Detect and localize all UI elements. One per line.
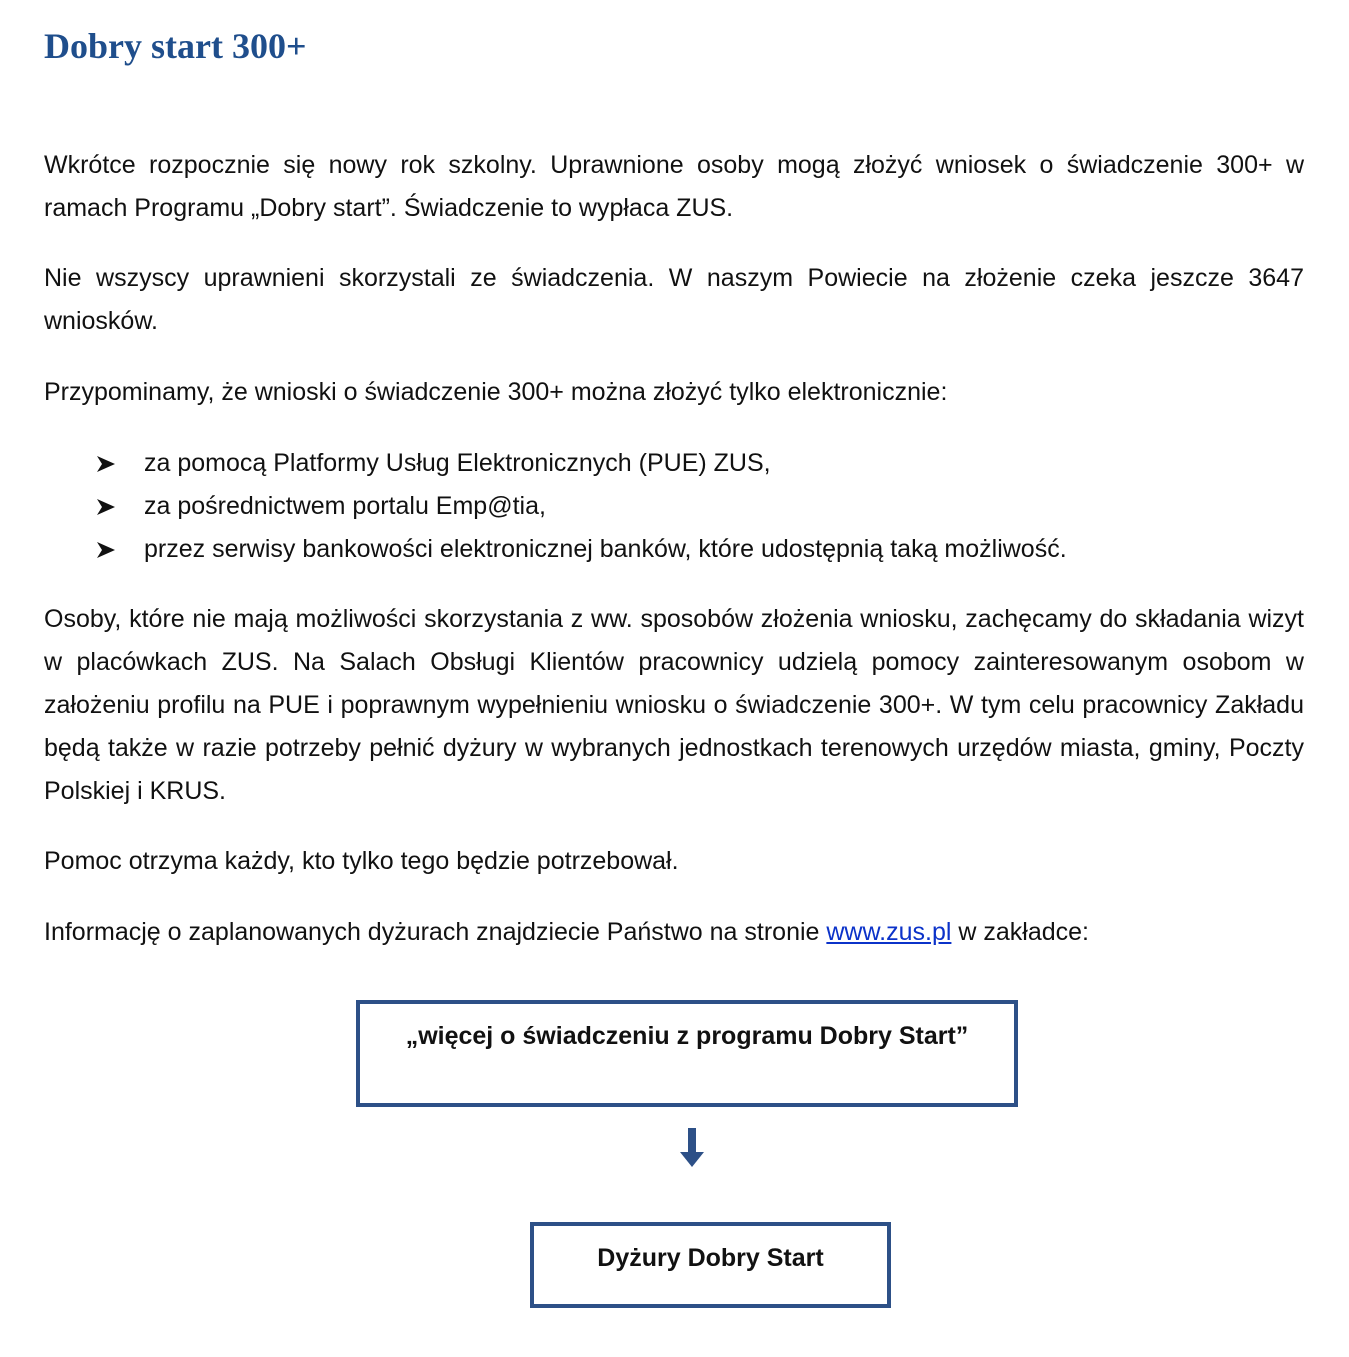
list-item bbox=[44, 442, 1304, 485]
paragraph-info bbox=[44, 911, 1304, 954]
paragraph-assistance: Osoby, które nie mają możliwości skorzystania z ww. sposobów złożenia wniosku, zachęcamy do składania wizyt w placówkach ZUS. Na Salach Obsługi Klientów pracownicy udzielą pomocy zainteresowanym osobom w założeniu profilu na PUE i poprawnym wypełnieniu wniosku o świadczenie 300+. W tym celu pracownicy Zakładu będą także w razie potrzeby pełnić dyżury w wybranych jednostkach terenowych urzędów miasta, gminy, Poczty Polskiej i KRUS. bbox=[44, 605, 1304, 805]
arrowhead-bullet-icon bbox=[96, 541, 116, 559]
zus-website-link[interactable]: www.zus.pl bbox=[826, 918, 952, 946]
submission-methods-list bbox=[44, 442, 1304, 571]
arrowhead-bullet-icon bbox=[96, 498, 116, 516]
list-item bbox=[44, 485, 1304, 528]
list-item-text: przez serwisy bankowości elektronicznej banków, które udostępnią taką możliwość. bbox=[144, 535, 1067, 563]
flow-box-more-info: „więcej o świadczeniu z programu Dobry Start” bbox=[356, 1000, 1018, 1107]
arrowhead-bullet-icon bbox=[96, 455, 116, 473]
down-arrow-icon bbox=[678, 1128, 706, 1168]
paragraph-intro: Wkrótce rozpocznie się nowy rok szkolny. Uprawnione osoby mogą złożyć wniosek o świadczenie 300+ w ramach Programu „Dobry start”. Świadczenie to wypłaca ZUS. bbox=[44, 151, 1304, 222]
list-item bbox=[44, 528, 1304, 571]
paragraph-reminder: Przypominamy, że wnioski o świadczenie 300+ można złożyć tylko elektronicznie: bbox=[44, 378, 948, 406]
flow-box-duty-hours: Dyżury Dobry Start bbox=[530, 1222, 891, 1308]
page-title: Dobry start 300+ bbox=[44, 26, 307, 66]
info-text-before: Informację o zaplanowanych dyżurach znajdziecie Państwo na stronie bbox=[44, 918, 827, 946]
list-item-text: za pośrednictwem portalu Emp@tia, bbox=[144, 492, 546, 520]
paragraph-statistics: Nie wszyscy uprawnieni skorzystali ze świadczenia. W naszym Powiecie na złożenie czeka jeszcze 3647 wniosków. bbox=[44, 264, 1304, 335]
paragraph-help: Pomoc otrzyma każdy, kto tylko tego będzie potrzebował. bbox=[44, 847, 679, 875]
list-item-text: za pomocą Platformy Usług Elektronicznych (PUE) ZUS, bbox=[144, 449, 771, 477]
info-text-after: w zakładce: bbox=[951, 918, 1089, 946]
